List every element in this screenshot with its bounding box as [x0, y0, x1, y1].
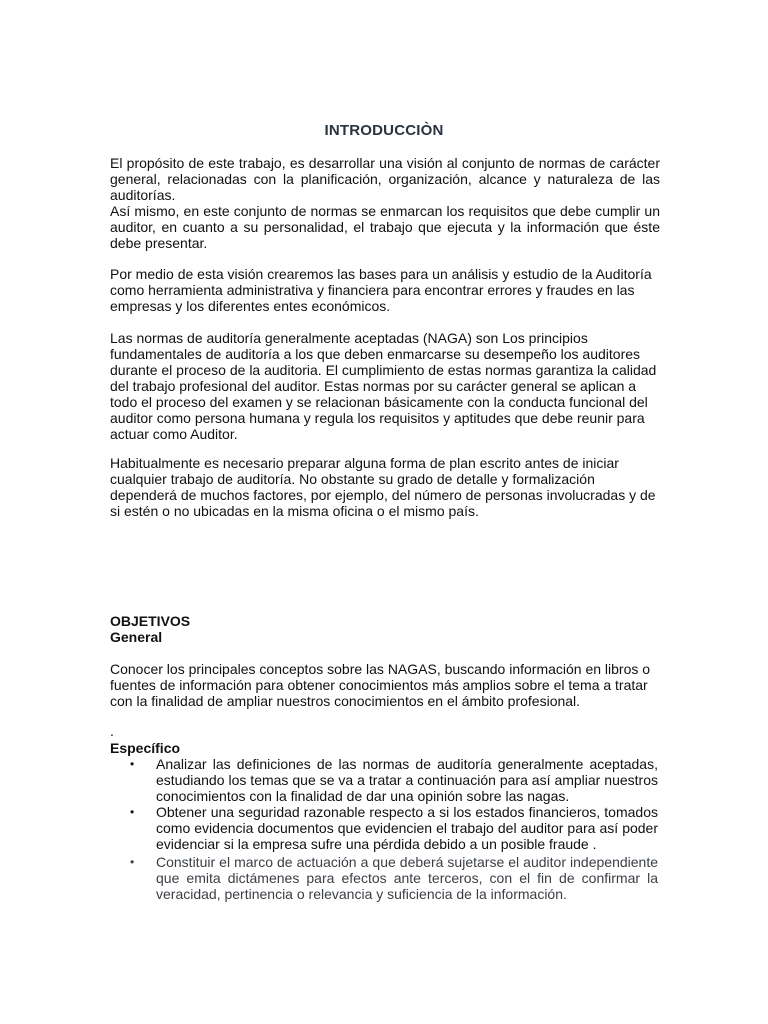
objetivos-heading: OBJETIVOS — [110, 613, 191, 629]
bullet-icon: • — [130, 757, 135, 771]
list-item — [110, 804, 658, 852]
intro-paragraph-1b: Así mismo, en este conjunto de normas se enmarcan los requisitos que debe cumplir un auditor, en cuanto a su personalidad, el trabajo que ejecuta y la información que éste debe presentar. — [110, 203, 660, 251]
general-objective-text: Conocer los principales conceptos sobre las NAGAS, buscando información en libros o fuentes de información para obtener conocimientos más amplios sobre el tema a tratar con la finalidad de ampliar nuestros conocimientos en el ámbito profesional. — [110, 661, 651, 709]
list-item-text: Constituir el marco de actuación a que deberá sujetarse el auditor independiente que emita dictámenes para efectos ante terceros, con el fin de confirmar la veracidad, pertinencia o relevancia y suficiencia de la información. — [156, 854, 658, 902]
document-title: INTRODUCCIÒN — [324, 122, 444, 139]
general-heading: General — [110, 629, 163, 645]
list-item — [110, 854, 658, 902]
list-item — [110, 756, 658, 804]
bullet-icon: • — [130, 805, 135, 819]
intro-paragraph-2: Por medio de esta visión crearemos las bases para un análisis y estudio de la Auditoría como herramienta administrativa y financiera para encontrar errores y fraudes en las empresas y los diferentes entes económicos. — [110, 266, 652, 314]
intro-paragraph-3: Las normas de auditoría generalmente aceptadas (NAGA) son Los principios fundamentales de auditoría a los que deben enmarcarse su desempeño los auditores durante el proceso de la auditoria. El cumplimiento de estas normas garantiza la calidad del trabajo profesional del auditor. Estas normas por su carácter general se aplican a todo el proceso del examen y se relacionan básicamente con la conducta funcional del auditor como persona humana y regula los requisitos y aptitudes que debe reunir para actuar como Auditor. — [110, 330, 657, 442]
bullet-icon: • — [130, 855, 135, 869]
especifico-heading: Específico — [110, 740, 181, 756]
separator-dot: . — [110, 723, 114, 739]
intro-paragraph-4: Habitualmente es necesario preparar alguna forma de plan escrito antes de iniciar cualquier trabajo de auditoría. No obstante su grado de detalle y formalización dependerá de muchos factores, por ejemplo, del número de personas involucradas y de si estén o no ubicadas en la misma oficina o el mismo país. — [110, 455, 656, 519]
intro-paragraph-1a: El propósito de este trabajo, es desarrollar una visión al conjunto de normas de carácter general, relacionadas con la planificación, organización, alcance y naturaleza de las auditorías. — [110, 155, 660, 203]
list-item-text: Obtener una seguridad razonable respecto a si los estados financieros, tomados como evidencia documentos que evidencien el trabajo del auditor para así poder evidenciar si la empresa sufre una pérdida debido a un posible fraude . — [156, 804, 658, 852]
list-item-text: Analizar las definiciones de las normas de auditoría generalmente aceptadas, estudiando los temas que se va a tratar a continuación para así ampliar nuestros conocimientos con la finalidad de dar una opinión sobre las nagas. — [156, 756, 658, 804]
especifico-list — [110, 756, 658, 902]
